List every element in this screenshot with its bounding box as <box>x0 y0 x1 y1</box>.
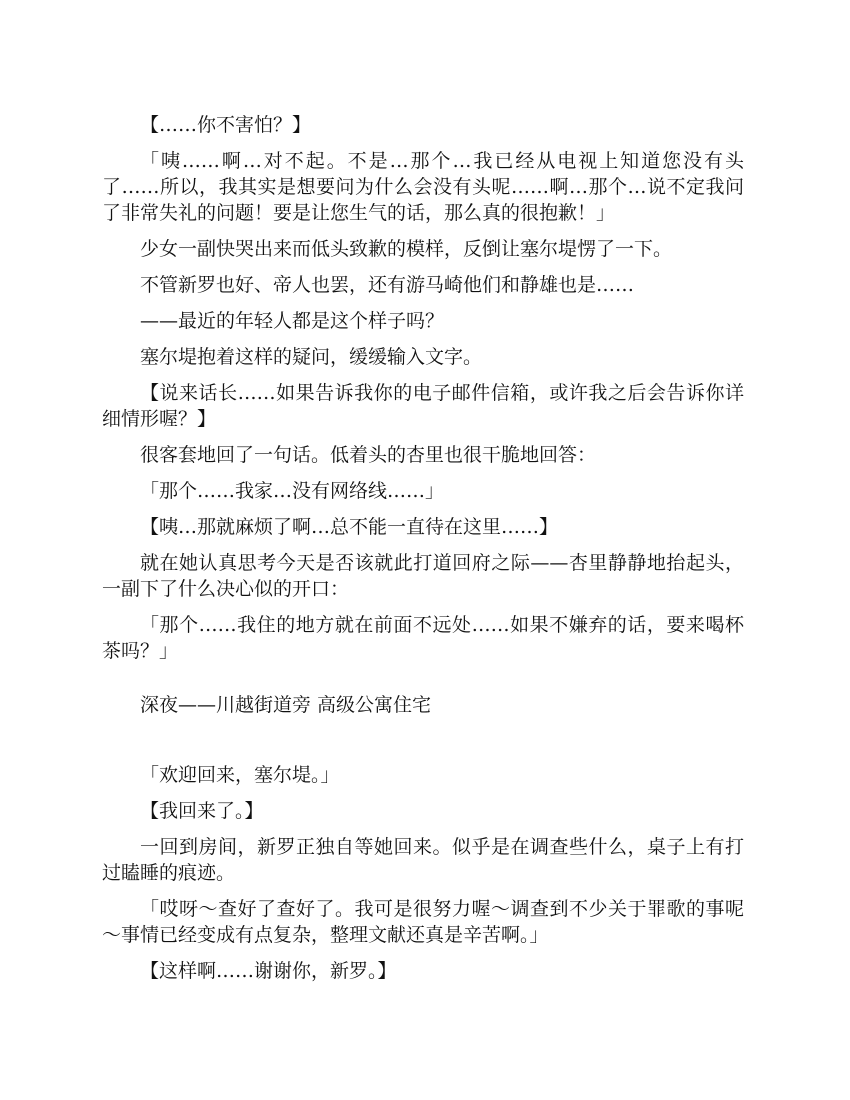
paragraph: 「哎呀～查好了查好了。我可是很努力喔～调查到不少关于罪歌的事呢～事情已经变成有点复杂，整理文献还真是辛苦啊。」 <box>102 898 744 946</box>
paragraph: 【这样啊……谢谢你，新罗。】 <box>140 960 397 982</box>
scene-heading: 深夜——川越街道旁 高级公寓住宅 <box>140 694 432 716</box>
paragraph: 一回到房间，新罗正独自等她回来。似乎是在调查些什么，桌子上有打过瞌睡的痕迹。 <box>102 836 744 884</box>
paragraph: 【说来话长……如果告诉我你的电子邮件信箱，或许我之后会告诉你详细情形喔？】 <box>102 382 744 430</box>
paragraph: 「咦……啊…对不起。不是…那个…我已经从电视上知道您没有头了……所以，我其实是想要问为什么会没有头呢……啊…那个…说不定我问了非常失礼的问题！要是让您生气的话，那么真的很抱歉！」 <box>102 150 744 224</box>
paragraph: ——最近的年轻人都是这个样子吗？ <box>140 310 445 332</box>
paragraph: 不管新罗也好、帝人也罢，还有游马崎他们和静雄也是…… <box>140 274 635 296</box>
paragraph: 【……你不害怕？】 <box>140 114 312 136</box>
document-page <box>102 112 744 994</box>
paragraph: 【咦…那就麻烦了啊…总不能一直待在这里……】 <box>140 516 559 538</box>
paragraph: 【我回来了。】 <box>140 800 264 822</box>
paragraph: 「那个……我家…没有网络线……」 <box>140 480 445 502</box>
paragraph: 就在她认真思考今天是否该就此打道回府之际——杏里静静地抬起头，一副下了什么决心似的开口： <box>102 552 744 600</box>
paragraph: 少女一副快哭出来而低头致歉的模样，反倒让塞尔堤愣了一下。 <box>140 238 673 260</box>
paragraph: 很客套地回了一句话。低着头的杏里也很干脆地回答： <box>140 444 597 466</box>
paragraph: 「那个……我住的地方就在前面不远处……如果不嫌弃的话，要来喝杯茶吗？」 <box>102 614 744 662</box>
paragraph: 塞尔堤抱着这样的疑问，缓缓输入文字。 <box>140 346 483 368</box>
paragraph: 「欢迎回来，塞尔堤。」 <box>140 764 340 786</box>
